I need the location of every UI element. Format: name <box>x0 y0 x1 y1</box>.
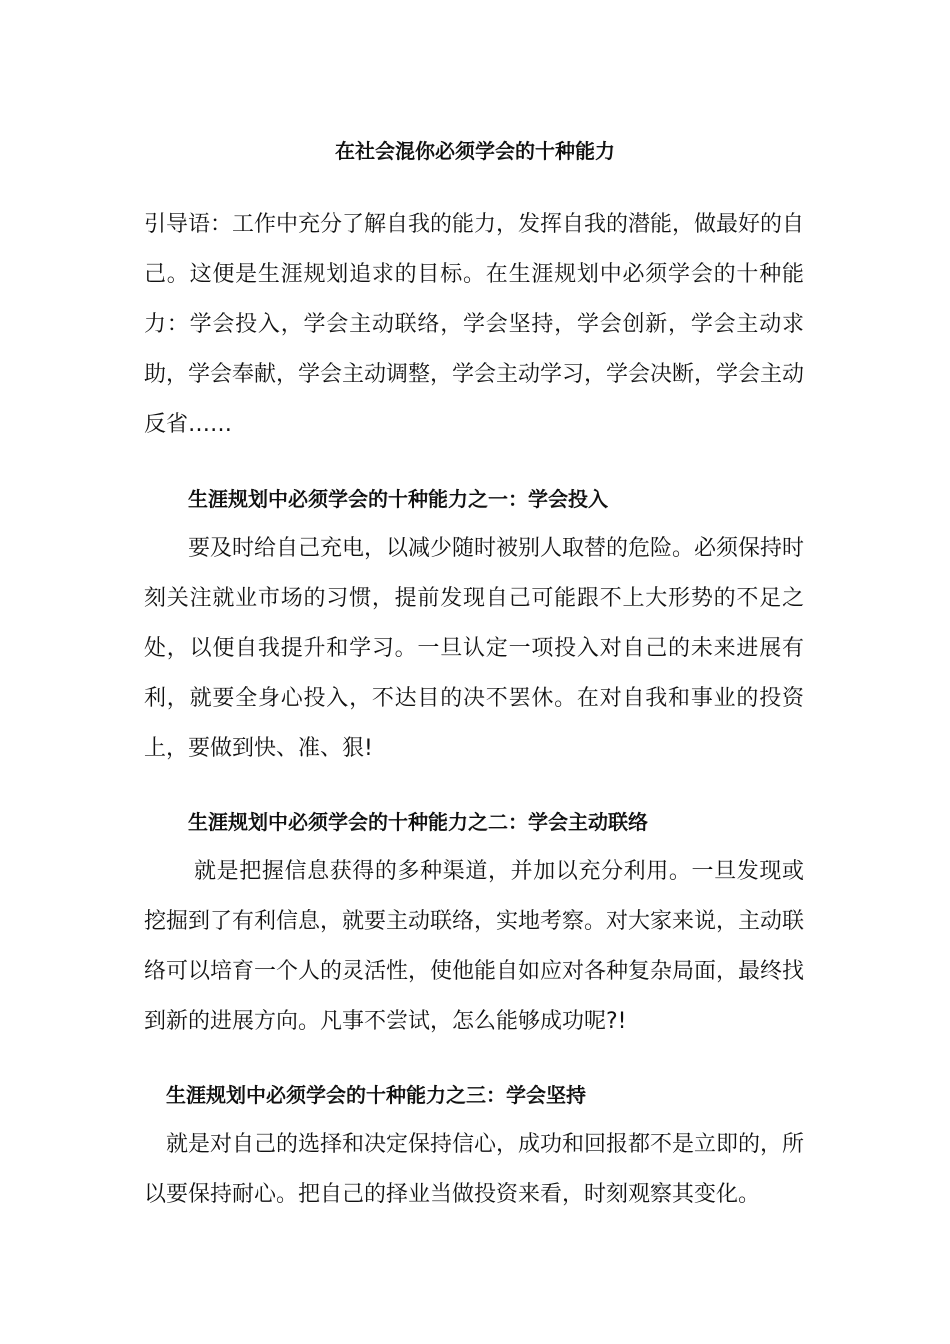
section-3-body: 就是对自己的选择和决定保持信心，成功和回报都不是立即的，所以要保持耐心。把自己的择业当做投资来看，时刻观察其变化。 <box>144 1132 805 1207</box>
section-1-body: 要及时给自己充电，以减少随时被别人取替的危险。必须保持时刻关注就业市场的习惯，提前发现自己可能跟不上大形势的不足之处，以便自我提升和学习。一旦认定一项投入对自己的未来进展有利，就要全身心投入，不达目的决不罢休。在对自我和事业的投资上，要做到快、准、狠! <box>144 536 805 761</box>
document-title: 在社会混你必须学会的十种能力 <box>335 139 615 163</box>
section-3-heading: 生涯规划中必须学会的十种能力之三：学会坚持 <box>166 1083 586 1107</box>
section-2-body: 就是把握信息获得的多种渠道，并加以充分利用。一旦发现或挖掘到了有利信息，就要主动联络，实地考察。对大家来说，主动联络可以培育一个人的灵活性，使他能自如应对各种复杂局面，最终找到新的进展方向。凡事不尝试，怎么能够成功呢?! <box>144 859 805 1034</box>
section-1-heading: 生涯规划中必须学会的十种能力之一：学会投入 <box>188 487 608 511</box>
intro-paragraph: 引导语：工作中充分了解自我的能力，发挥自我的潜能，做最好的自己。这便是生涯规划追求的目标。在生涯规划中必须学会的十种能力：学会投入，学会主动联络，学会坚持，学会创新，学会主动求助，学会奉献，学会主动调整，学会主动学习，学会决断，学会主动反省…… <box>144 212 805 437</box>
section-2-heading: 生涯规划中必须学会的十种能力之二：学会主动联络 <box>188 810 648 834</box>
